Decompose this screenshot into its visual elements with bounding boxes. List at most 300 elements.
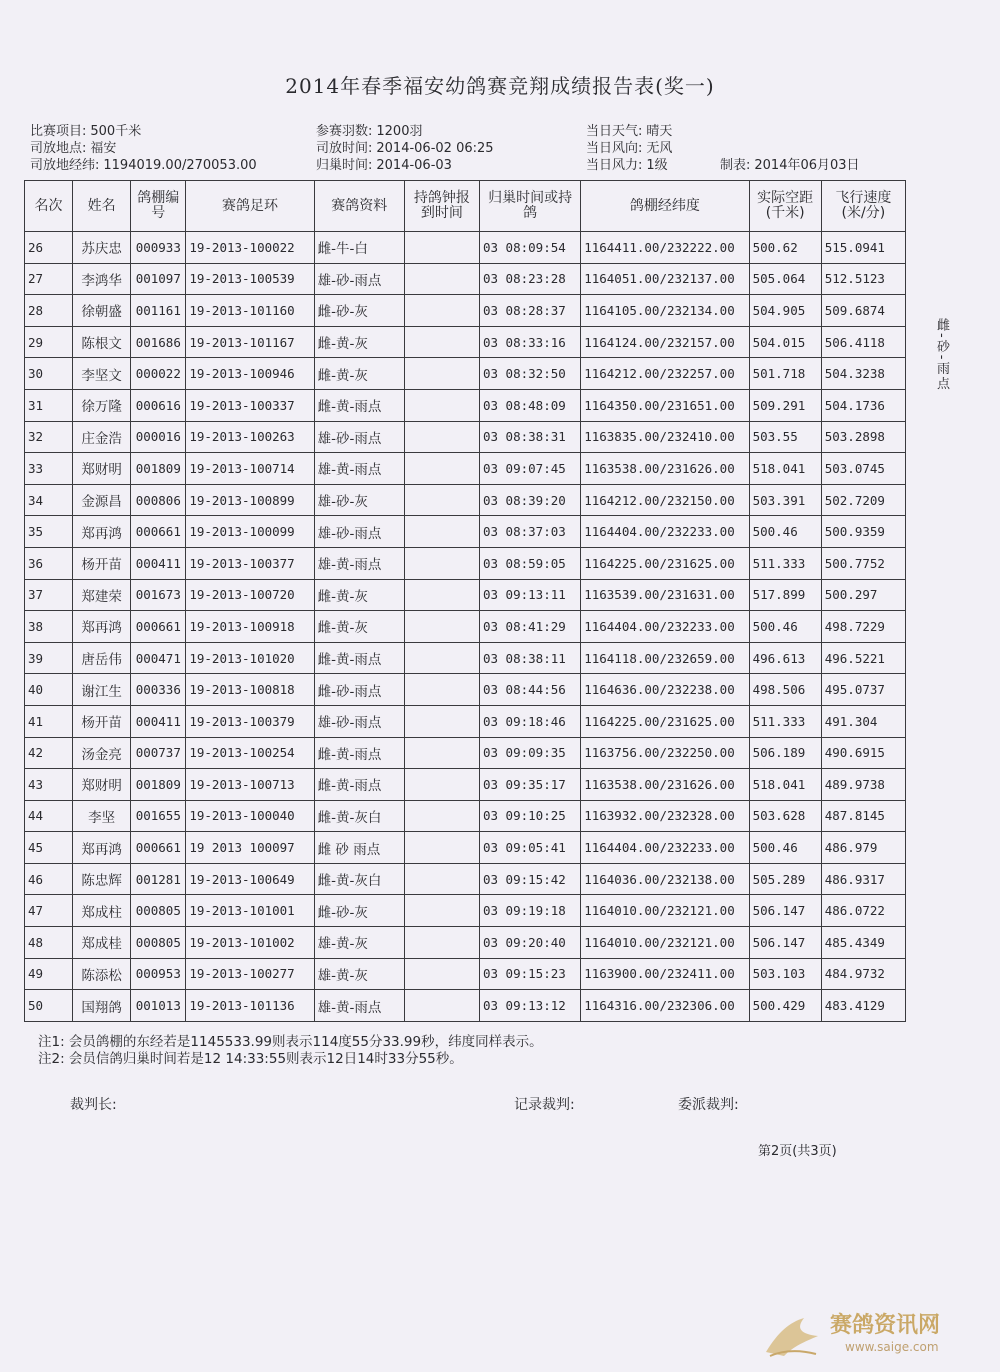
table-row [25,611,906,643]
loft-coords-cell: 1163538.00/231626.00 [581,453,749,485]
rank-cell: 43 [25,769,73,801]
loft-coords-cell: 1164105.00/232134.00 [581,295,749,327]
speed-cell: 500.7752 [821,547,905,579]
ring-cell: 19-2013-100040 [186,800,314,832]
name-cell: 郑成桂 [73,927,131,959]
bird-info-cell: 雌-黄-灰 [314,326,404,358]
header-clock-time: 持鸽钟报到时间 [404,181,479,232]
loft-id-cell: 000953 [131,958,186,990]
bird-info-cell: 雄-砂-雨点 [314,516,404,548]
speed-cell: 485.4349 [821,927,905,959]
header-loft-id: 鸽棚编号 [131,181,186,232]
ring-cell: 19-2013-100377 [186,547,314,579]
loft-coords-cell: 1163932.00/232328.00 [581,800,749,832]
rank-cell: 30 [25,358,73,390]
bird-info-cell: 雌-黄-雨点 [314,769,404,801]
table-row [25,737,906,769]
header-ring: 赛鸽足环 [186,181,314,232]
distance-cell: 506.147 [749,927,821,959]
table-row [25,800,906,832]
ring-cell: 19-2013-100713 [186,769,314,801]
arrival-time-cell: 03 08:41:29 [479,611,580,643]
rank-cell: 47 [25,895,73,927]
name-cell: 陈添松 [73,958,131,990]
bird-info-cell: 雄-黄-雨点 [314,547,404,579]
speed-cell: 500.9359 [821,516,905,548]
arrival-time-cell: 03 09:13:11 [479,579,580,611]
name-cell: 郑再鸿 [73,611,131,643]
arrival-time-cell: 03 08:09:54 [479,232,580,264]
bird-info-cell: 雌-砂-灰 [314,295,404,327]
clock-time-cell [404,232,479,264]
speed-cell: 512.5123 [821,263,905,295]
loft-coords-cell: 1164411.00/232222.00 [581,232,749,264]
name-cell: 陈根文 [73,326,131,358]
loft-id-cell: 000737 [131,737,186,769]
loft-coords-cell: 1163756.00/232250.00 [581,737,749,769]
speed-cell: 506.4118 [821,326,905,358]
name-cell: 郑财明 [73,769,131,801]
name-cell: 金源昌 [73,484,131,516]
speed-cell: 502.7209 [821,484,905,516]
rank-cell: 40 [25,674,73,706]
arrival-time-cell: 03 09:15:23 [479,958,580,990]
name-cell: 李鸿华 [73,263,131,295]
ring-cell: 19-2013-100946 [186,358,314,390]
loft-id-cell: 000016 [131,421,186,453]
arrival-time-cell: 03 09:10:25 [479,800,580,832]
distance-cell: 500.62 [749,232,821,264]
rank-cell: 46 [25,863,73,895]
distance-cell: 511.333 [749,547,821,579]
arrival-time-cell: 03 09:07:45 [479,453,580,485]
loft-coords-cell: 1164350.00/231651.00 [581,389,749,421]
loft-coords-cell: 1164212.00/232150.00 [581,484,749,516]
ring-cell: 19-2013-101002 [186,927,314,959]
bird-info-cell: 雌-砂-雨点 [314,674,404,706]
distance-cell: 503.55 [749,421,821,453]
results-table [24,180,906,1022]
name-cell: 国翔鸽 [73,990,131,1022]
speed-cell: 487.8145 [821,800,905,832]
ring-cell: 19-2013-101160 [186,295,314,327]
loft-id-cell: 000022 [131,358,186,390]
arrival-time-cell: 03 08:38:31 [479,421,580,453]
name-cell: 徐朝盛 [73,295,131,327]
bird-info-cell: 雌-黄-雨点 [314,642,404,674]
clock-time-cell [404,516,479,548]
distance-cell: 504.905 [749,295,821,327]
name-cell: 徐万隆 [73,389,131,421]
release-time-info: 司放时间: 2014-06-02 06:25 [316,141,494,156]
table-row [25,579,906,611]
name-cell: 郑成柱 [73,895,131,927]
loft-coords-cell: 1164636.00/232238.00 [581,674,749,706]
arrival-time-cell: 03 08:23:28 [479,263,580,295]
ring-cell: 19-2013-101020 [186,642,314,674]
name-cell: 郑财明 [73,453,131,485]
loft-coords-cell: 1163900.00/232411.00 [581,958,749,990]
ring-cell: 19-2013-100254 [186,737,314,769]
loft-id-cell: 001097 [131,263,186,295]
header-bird-info: 赛鸽资料 [314,181,404,232]
rank-cell: 36 [25,547,73,579]
ring-cell: 19-2013-100539 [186,263,314,295]
wind-direction-info: 当日风向: 无风 [586,141,673,156]
loft-id-cell: 000806 [131,484,186,516]
table-header-row [25,181,906,232]
rank-cell: 32 [25,421,73,453]
distance-cell: 509.291 [749,389,821,421]
rank-cell: 33 [25,453,73,485]
rank-cell: 44 [25,800,73,832]
bird-info-cell: 雌-砂-灰 [314,895,404,927]
rank-cell: 49 [25,958,73,990]
loft-id-cell: 001686 [131,326,186,358]
rank-cell: 31 [25,389,73,421]
made-date-info: 制表: 2014年06月03日 [720,158,860,173]
loft-id-cell: 000661 [131,832,186,864]
loft-id-cell: 001281 [131,863,186,895]
clock-time-cell [404,358,479,390]
loft-coords-cell: 1163538.00/231626.00 [581,769,749,801]
loft-coords-cell: 1164051.00/232137.00 [581,263,749,295]
bird-info-cell: 雌 砂 雨点 [314,832,404,864]
name-cell: 郑再鸿 [73,832,131,864]
rank-cell: 41 [25,705,73,737]
arrival-time-cell: 03 09:20:40 [479,927,580,959]
clock-time-cell [404,611,479,643]
loft-id-cell: 001013 [131,990,186,1022]
arrival-time-cell: 03 08:44:56 [479,674,580,706]
table-row [25,863,906,895]
table-row [25,389,906,421]
loft-coords-cell: 1164118.00/232659.00 [581,642,749,674]
name-cell: 李坚文 [73,358,131,390]
table-row [25,516,906,548]
header-rank: 名次 [25,181,73,232]
bird-info-cell: 雌-黄-灰 [314,358,404,390]
speed-cell: 495.0737 [821,674,905,706]
side-note: 雌-砂-雨点 [934,318,949,392]
loft-id-cell: 000471 [131,642,186,674]
table-row [25,769,906,801]
ring-cell: 19-2013-100720 [186,579,314,611]
distance-cell: 506.147 [749,895,821,927]
release-coords-info: 司放地经纬: 1194019.00/270053.00 [30,158,257,173]
delegate-referee-label: 委派裁判: [678,1097,739,1113]
bird-info-cell: 雄-砂-灰 [314,484,404,516]
speed-cell: 486.0722 [821,895,905,927]
clock-time-cell [404,484,479,516]
distance-cell: 511.333 [749,705,821,737]
arrival-time-cell: 03 08:28:37 [479,295,580,327]
header-distance: 实际空距(千米) [749,181,821,232]
clock-time-cell [404,990,479,1022]
rank-cell: 38 [25,611,73,643]
table-row [25,358,906,390]
chief-referee-label: 裁判长: [70,1097,117,1113]
speed-cell: 504.3238 [821,358,905,390]
header-arrival-time: 归巢时间或持鸽 [479,181,580,232]
loft-coords-cell: 1164225.00/231625.00 [581,547,749,579]
loft-id-cell: 001673 [131,579,186,611]
recorder-referee-label: 记录裁判: [514,1097,575,1113]
loft-coords-cell: 1164212.00/232257.00 [581,358,749,390]
speed-cell: 504.1736 [821,389,905,421]
bird-info-cell: 雌-黄-灰 [314,611,404,643]
ring-cell: 19-2013-100099 [186,516,314,548]
rank-cell: 29 [25,326,73,358]
ring-cell: 19-2013-101136 [186,990,314,1022]
rank-cell: 26 [25,232,73,264]
header-speed: 飞行速度(米/分) [821,181,905,232]
ring-cell: 19-2013-100263 [186,421,314,453]
distance-cell: 500.429 [749,990,821,1022]
ring-cell: 19-2013-100277 [186,958,314,990]
loft-id-cell: 000411 [131,705,186,737]
clock-time-cell [404,642,479,674]
distance-cell: 505.289 [749,863,821,895]
distance-cell: 496.613 [749,642,821,674]
speed-cell: 498.7229 [821,611,905,643]
ring-cell: 19-2013-100379 [186,705,314,737]
arrival-time-cell: 03 08:48:09 [479,389,580,421]
bird-info-cell: 雄-黄-灰 [314,958,404,990]
distance-cell: 506.189 [749,737,821,769]
table-row [25,832,906,864]
bird-info-cell: 雄-砂-雨点 [314,705,404,737]
clock-time-cell [404,895,479,927]
name-cell: 庄金浩 [73,421,131,453]
clock-time-cell [404,737,479,769]
arrival-time-cell: 03 09:13:12 [479,990,580,1022]
clock-time-cell [404,705,479,737]
speed-cell: 503.2898 [821,421,905,453]
ring-cell: 19-2013-101167 [186,326,314,358]
clock-time-cell [404,958,479,990]
ring-cell: 19 2013 100097 [186,832,314,864]
loft-id-cell: 000616 [131,389,186,421]
arrival-time-cell: 03 09:05:41 [479,832,580,864]
header-name: 姓名 [73,181,131,232]
clock-time-cell [404,453,479,485]
distance-cell: 498.506 [749,674,821,706]
speed-cell: 503.0745 [821,453,905,485]
rank-cell: 28 [25,295,73,327]
rank-cell: 48 [25,927,73,959]
watermark-logo-icon [760,1312,824,1364]
speed-cell: 509.6874 [821,295,905,327]
table-row [25,326,906,358]
name-cell: 杨开苗 [73,547,131,579]
note-2: 注2: 会员信鸽归巢时间若是12 14:33:55则表示12日14时33分55秒。 [38,1051,463,1067]
arrival-time-cell: 03 08:37:03 [479,516,580,548]
ring-cell: 19-2013-100649 [186,863,314,895]
name-cell: 苏庆忠 [73,232,131,264]
note-1: 注1: 会员鸽棚的东经若是1145533.99则表示114度55分33.99秒，纬度同样表示。 [38,1034,543,1050]
clock-time-cell [404,547,479,579]
clock-time-cell [404,579,479,611]
table-row [25,421,906,453]
distance-cell: 500.46 [749,832,821,864]
name-cell: 唐岳伟 [73,642,131,674]
ring-cell: 19-2013-100714 [186,453,314,485]
speed-cell: 491.304 [821,705,905,737]
release-place-info: 司放地点: 福安 [30,141,117,156]
table-row [25,547,906,579]
loft-coords-cell: 1164124.00/232157.00 [581,326,749,358]
bird-info-cell: 雌-黄-灰白 [314,800,404,832]
loft-id-cell: 001161 [131,295,186,327]
loft-id-cell: 001809 [131,453,186,485]
entries-info: 参赛羽数: 1200羽 [316,124,423,139]
loft-coords-cell: 1164316.00/232306.00 [581,990,749,1022]
weather-info: 当日天气: 晴天 [586,124,673,139]
ring-cell: 19-2013-100899 [186,484,314,516]
page-number: 第2页(共3页) [758,1144,837,1159]
arrival-time-cell: 03 09:18:46 [479,705,580,737]
bird-info-cell: 雄-黄-雨点 [314,453,404,485]
table-row [25,990,906,1022]
arrival-time-cell: 03 09:15:42 [479,863,580,895]
loft-id-cell: 001655 [131,800,186,832]
ring-cell: 19-2013-100918 [186,611,314,643]
arrival-time-cell: 03 09:35:17 [479,769,580,801]
table-row [25,958,906,990]
rank-cell: 34 [25,484,73,516]
name-cell: 陈忠辉 [73,863,131,895]
table-row [25,895,906,927]
clock-time-cell [404,927,479,959]
speed-cell: 496.5221 [821,642,905,674]
distance-cell: 503.628 [749,800,821,832]
bird-info-cell: 雄-黄-雨点 [314,990,404,1022]
name-cell: 郑再鸿 [73,516,131,548]
speed-cell: 486.9317 [821,863,905,895]
speed-cell: 483.4129 [821,990,905,1022]
arrival-time-cell: 03 08:38:11 [479,642,580,674]
loft-id-cell: 000336 [131,674,186,706]
arrival-time-cell: 03 08:33:16 [479,326,580,358]
distance-cell: 503.103 [749,958,821,990]
distance-cell: 504.015 [749,326,821,358]
watermark-url: www.saige.com [845,1340,939,1354]
rank-cell: 39 [25,642,73,674]
watermark-name: 赛鸽资讯网 [830,1313,941,1338]
speed-cell: 500.297 [821,579,905,611]
clock-time-cell [404,832,479,864]
speed-cell: 489.9738 [821,769,905,801]
distance-cell: 500.46 [749,516,821,548]
ring-cell: 19-2013-100337 [186,389,314,421]
loft-coords-cell: 1163539.00/231631.00 [581,579,749,611]
clock-time-cell [404,863,479,895]
rank-cell: 35 [25,516,73,548]
arrival-time-cell: 03 09:09:35 [479,737,580,769]
arrival-time-cell: 03 09:19:18 [479,895,580,927]
loft-id-cell: 000661 [131,611,186,643]
loft-coords-cell: 1164010.00/232121.00 [581,927,749,959]
loft-coords-cell: 1164404.00/232233.00 [581,611,749,643]
loft-id-cell: 000661 [131,516,186,548]
loft-id-cell: 000933 [131,232,186,264]
loft-id-cell: 000805 [131,895,186,927]
ring-cell: 19-2013-101001 [186,895,314,927]
table-row [25,674,906,706]
loft-coords-cell: 1164036.00/232138.00 [581,863,749,895]
loft-coords-cell: 1163835.00/232410.00 [581,421,749,453]
ring-cell: 19-2013-100022 [186,232,314,264]
distance-cell: 518.041 [749,769,821,801]
table-row [25,705,906,737]
table-row [25,295,906,327]
distance-cell: 517.899 [749,579,821,611]
table-row [25,927,906,959]
bird-info-cell: 雄-黄-灰 [314,927,404,959]
header-loft-coords: 鸽棚经纬度 [581,181,749,232]
name-cell: 郑建荣 [73,579,131,611]
table-row [25,453,906,485]
distance-cell: 503.391 [749,484,821,516]
clock-time-cell [404,769,479,801]
loft-coords-cell: 1164404.00/232233.00 [581,516,749,548]
page-title: 2014年春季福安幼鸽赛竞翔成绩报告表(奖一) [285,74,715,98]
distance-cell: 500.46 [749,611,821,643]
name-cell: 杨开苗 [73,705,131,737]
bird-info-cell: 雄-砂-雨点 [314,263,404,295]
bird-info-cell: 雌-黄-灰白 [314,863,404,895]
arrival-time-cell: 03 08:39:20 [479,484,580,516]
loft-coords-cell: 1164225.00/231625.00 [581,705,749,737]
distance-cell: 505.064 [749,263,821,295]
name-cell: 汤金亮 [73,737,131,769]
ring-cell: 19-2013-100818 [186,674,314,706]
table-row [25,232,906,264]
name-cell: 李坚 [73,800,131,832]
bird-info-cell: 雌-黄-雨点 [314,389,404,421]
bird-info-cell: 雄-砂-雨点 [314,421,404,453]
loft-id-cell: 000411 [131,547,186,579]
rank-cell: 27 [25,263,73,295]
loft-id-cell: 001809 [131,769,186,801]
speed-cell: 515.0941 [821,232,905,264]
table-row [25,642,906,674]
rank-cell: 42 [25,737,73,769]
table-row [25,484,906,516]
speed-cell: 490.6915 [821,737,905,769]
rank-cell: 45 [25,832,73,864]
loft-coords-cell: 1164010.00/232121.00 [581,895,749,927]
bird-info-cell: 雌-牛-白 [314,232,404,264]
return-time-info: 归巢时间: 2014-06-03 [316,158,452,173]
arrival-time-cell: 03 08:32:50 [479,358,580,390]
loft-coords-cell: 1164404.00/232233.00 [581,832,749,864]
rank-cell: 50 [25,990,73,1022]
clock-time-cell [404,263,479,295]
name-cell: 谢江生 [73,674,131,706]
clock-time-cell [404,389,479,421]
speed-cell: 484.9732 [821,958,905,990]
bird-info-cell: 雌-黄-雨点 [314,737,404,769]
wind-force-info: 当日风力: 1级 [586,158,668,173]
rank-cell: 37 [25,579,73,611]
clock-time-cell [404,326,479,358]
clock-time-cell [404,674,479,706]
table-row [25,263,906,295]
distance-cell: 501.718 [749,358,821,390]
speed-cell: 486.979 [821,832,905,864]
